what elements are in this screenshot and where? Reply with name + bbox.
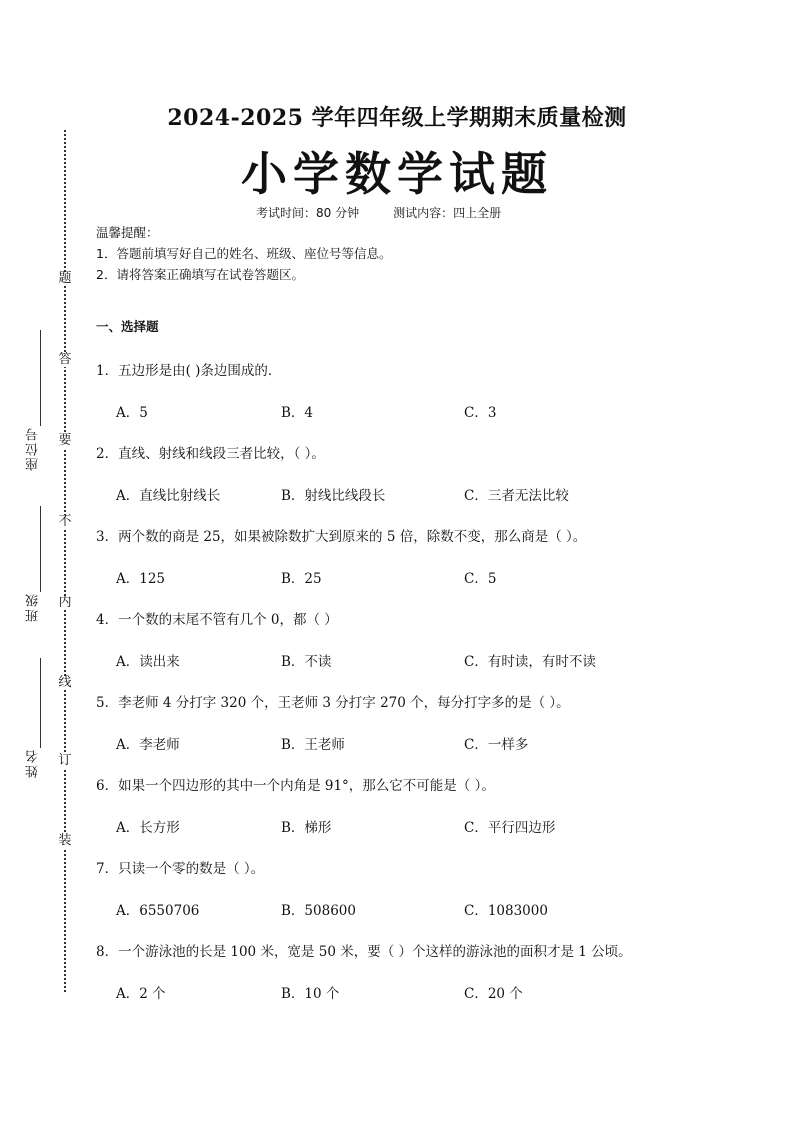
option-b[interactable]: B．射线比线段长 xyxy=(281,488,386,504)
question-7 xyxy=(96,857,736,917)
option-b[interactable]: B．25 xyxy=(281,571,322,587)
option-c[interactable]: C．有时读，有时不读 xyxy=(464,654,596,670)
option-a[interactable]: A．125 xyxy=(116,571,166,587)
option-a[interactable]: A．长方形 xyxy=(116,820,180,836)
option-a[interactable]: A．读出来 xyxy=(116,654,180,670)
option-c[interactable]: C．3 xyxy=(464,405,497,421)
option-a[interactable]: A．5 xyxy=(116,405,148,421)
seat-number-label: 座位号 xyxy=(26,426,41,471)
option-c[interactable]: C．1083000 xyxy=(464,903,548,919)
option-c[interactable]: C．5 xyxy=(464,571,497,587)
question-8 xyxy=(96,940,736,1000)
binding-char: 不 xyxy=(58,514,72,529)
option-a[interactable]: A．2 个 xyxy=(116,986,166,1002)
question-stem: 7．只读一个零的数是（ ）。 xyxy=(96,861,265,877)
binding-char: 答 xyxy=(58,352,72,367)
option-a[interactable]: A．6550706 xyxy=(116,903,200,919)
binding-dotted-line xyxy=(64,130,66,992)
option-list xyxy=(96,899,736,917)
option-c[interactable]: C．20 个 xyxy=(464,986,523,1002)
option-b[interactable]: B．10 个 xyxy=(281,986,340,1002)
binding-char: 要 xyxy=(58,433,72,448)
exam-header-title: 2024-2025 学年四年级上学期期末质量检测 xyxy=(167,105,627,131)
option-a[interactable]: A．直线比射线长 xyxy=(116,488,221,504)
class-field[interactable] xyxy=(24,592,44,622)
question-stem: 6．如果一个四边形的其中一个内角是 91°，那么它不可能是（ ）。 xyxy=(96,778,495,794)
option-list xyxy=(96,982,736,1000)
question-stem: 1．五边形是由( )条边围成的． xyxy=(96,363,282,379)
option-b[interactable]: B．508600 xyxy=(281,903,356,919)
option-b[interactable]: B．4 xyxy=(281,405,314,421)
seat-number-line xyxy=(40,330,41,426)
notice-item: 2．请将答案正确填写在试卷答题区。 xyxy=(96,267,304,282)
option-c[interactable]: C．一样多 xyxy=(464,737,529,753)
seat-number-field[interactable] xyxy=(24,426,44,471)
option-list xyxy=(96,733,736,751)
option-list xyxy=(96,401,736,419)
question-2 xyxy=(96,442,736,502)
option-c[interactable]: C．三者无法比较 xyxy=(464,488,569,504)
binding-char: 内 xyxy=(58,595,72,610)
question-1 xyxy=(96,359,736,419)
binding-char: 线 xyxy=(58,675,72,690)
name-line xyxy=(40,658,41,748)
option-list xyxy=(96,816,736,834)
notice-title: 温馨提醒： xyxy=(96,225,159,240)
name-field[interactable] xyxy=(24,748,44,778)
question-6 xyxy=(96,774,736,834)
option-a[interactable]: A．李老师 xyxy=(116,737,180,753)
binding-char: 装 xyxy=(58,833,72,848)
question-5 xyxy=(96,691,736,751)
exam-scope: 测试内容：四上全册 xyxy=(393,206,502,220)
question-stem: 2．直线、射线和线段三者比较，（ ）。 xyxy=(96,446,325,462)
question-3 xyxy=(96,525,736,585)
question-stem: 5．李老师 4 分打字 320 个，王老师 3 分打字 270 个，每分打字多的是（ ）。 xyxy=(96,695,570,711)
option-b[interactable]: B．不读 xyxy=(281,654,332,670)
question-stem: 3．两个数的商是 25，如果被除数扩大到原来的 5 倍，除数不变，那么商是（ ）。 xyxy=(96,529,587,545)
class-line xyxy=(40,506,41,592)
question-stem: 8．一个游泳池的长是 100 米，宽是 50 米，要（ ）个这样的游泳池的面积才是 1 公顷。 xyxy=(96,944,632,960)
option-list xyxy=(96,650,736,668)
option-list xyxy=(96,484,736,502)
class-label: 班级 xyxy=(26,592,41,622)
option-c[interactable]: C．平行四边形 xyxy=(464,820,556,836)
option-b[interactable]: B．王老师 xyxy=(281,737,345,753)
exam-time: 考试时间：80 分钟 xyxy=(256,206,360,220)
section-title: 一、选择题 xyxy=(96,319,159,334)
question-4 xyxy=(96,608,736,668)
name-label: 姓名 xyxy=(26,748,41,778)
binding-char: 订 xyxy=(58,753,72,768)
notice-item: 1．答题前填写好自己的姓名、班级、座位号等信息。 xyxy=(96,246,392,261)
notice xyxy=(96,222,391,285)
question-stem: 4．一个数的末尾不管有几个 0，都（ ） xyxy=(96,612,338,628)
exam-info xyxy=(256,204,501,221)
binding-char: 题 xyxy=(58,271,72,286)
page-title: 小学数学试题 xyxy=(241,147,553,201)
option-b[interactable]: B．梯形 xyxy=(281,820,332,836)
option-list xyxy=(96,567,736,585)
